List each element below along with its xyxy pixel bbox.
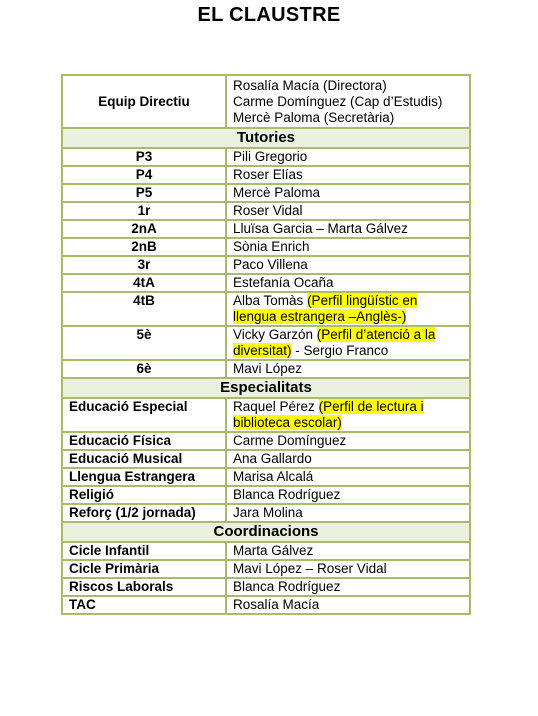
row-value: Roser Vidal (226, 202, 470, 220)
tutor-extra: - Sergio Franco (291, 343, 389, 358)
row-label: 3r (62, 256, 226, 274)
row-label: P5 (62, 184, 226, 202)
table-row (62, 238, 470, 256)
row-label: 1r (62, 202, 226, 220)
equip-directiu-row (62, 75, 470, 128)
row-label: Riscos Laborals (62, 578, 226, 596)
equip-directiu-members (226, 75, 470, 128)
row-label: 6è (62, 360, 226, 378)
table-row (62, 274, 470, 292)
row-value: Roser Elías (226, 166, 470, 184)
row-label: 5è (62, 326, 226, 360)
row-value: Blanca Rodríguez (226, 578, 470, 596)
section-heading: Coordinacions (62, 522, 470, 542)
row-label: Llengua Estrangera (62, 468, 226, 486)
table-row (62, 560, 470, 578)
member-cap-estudis: Carme Domínguez (Cap d’Estudis) (233, 94, 443, 109)
table-row (62, 596, 470, 614)
row-label: TAC (62, 596, 226, 614)
table-row (62, 202, 470, 220)
member-directora: Rosalía Macía (Directora) (233, 78, 387, 93)
tutor-name: Vicky Garzón (233, 327, 314, 342)
row-label: 4tB (62, 292, 226, 326)
row-value: Carme Domínguez (226, 432, 470, 450)
table-row (62, 432, 470, 450)
table-row (62, 504, 470, 522)
row-label: Educació Especial (62, 398, 226, 432)
row-label: 2nA (62, 220, 226, 238)
profile-note: (Perfil de lectura i biblioteca escolar) (233, 399, 424, 430)
row-value: Jara Molina (226, 504, 470, 522)
table-row (62, 468, 470, 486)
row-value: Ana Gallardo (226, 450, 470, 468)
row-label: 4tA (62, 274, 226, 292)
profile-note: (Perfil lingüístic en llengua estrangera –Anglès-) (233, 293, 418, 324)
row-value: Paco Villena (226, 256, 470, 274)
row-label: Reforç (1/2 jornada) (62, 504, 226, 522)
row-value: Marta Gálvez (226, 542, 470, 560)
section-especialitats (62, 378, 470, 398)
table-row (62, 220, 470, 238)
row-value: Mavi López (226, 360, 470, 378)
document-title: EL CLAUSTRE (197, 4, 341, 26)
table-row (62, 148, 470, 166)
row-value: Lluïsa Garcia – Marta Gálvez (226, 220, 470, 238)
row-value (226, 292, 470, 326)
section-heading: Especialitats (62, 378, 470, 398)
row-label: P3 (62, 148, 226, 166)
table-row (62, 450, 470, 468)
row-value: Mavi López – Roser Vidal (226, 560, 470, 578)
row-value: Marisa Alcalá (226, 468, 470, 486)
section-tutories (62, 128, 470, 148)
row-label: P4 (62, 166, 226, 184)
row-value: Mercè Paloma (226, 184, 470, 202)
row-value (226, 326, 470, 360)
table-row (62, 360, 470, 378)
row-label: Educació Física (62, 432, 226, 450)
table-row (62, 166, 470, 184)
table-row (62, 292, 470, 326)
teacher-name: Raquel Pérez (233, 399, 315, 414)
row-value (226, 398, 470, 432)
row-label: Cicle Infantil (62, 542, 226, 560)
profile-note: (Perfil d’atenció a la diversitat) (233, 327, 436, 358)
table-row (62, 184, 470, 202)
table-row (62, 326, 470, 360)
table-row (62, 256, 470, 274)
table-row (62, 578, 470, 596)
row-value: Rosalía Macía (226, 596, 470, 614)
section-heading: Tutories (62, 128, 470, 148)
row-value: Estefanía Ocaña (226, 274, 470, 292)
member-secretaria: Mercè Paloma (Secretària) (233, 110, 395, 125)
row-value: Sònia Enrich (226, 238, 470, 256)
row-label: Educació Musical (62, 450, 226, 468)
row-value: Pili Gregorio (226, 148, 470, 166)
row-label: Cicle Primària (62, 560, 226, 578)
table-row (62, 542, 470, 560)
equip-directiu-label: Equip Directiu (62, 75, 226, 128)
section-coordinacions (62, 522, 470, 542)
row-label: 2nB (62, 238, 226, 256)
row-label: Religió (62, 486, 226, 504)
table-row (62, 486, 470, 504)
claustre-table (61, 74, 471, 615)
row-value: Blanca Rodríguez (226, 486, 470, 504)
tutor-name: Alba Tomàs (233, 293, 304, 308)
table-row (62, 398, 470, 432)
